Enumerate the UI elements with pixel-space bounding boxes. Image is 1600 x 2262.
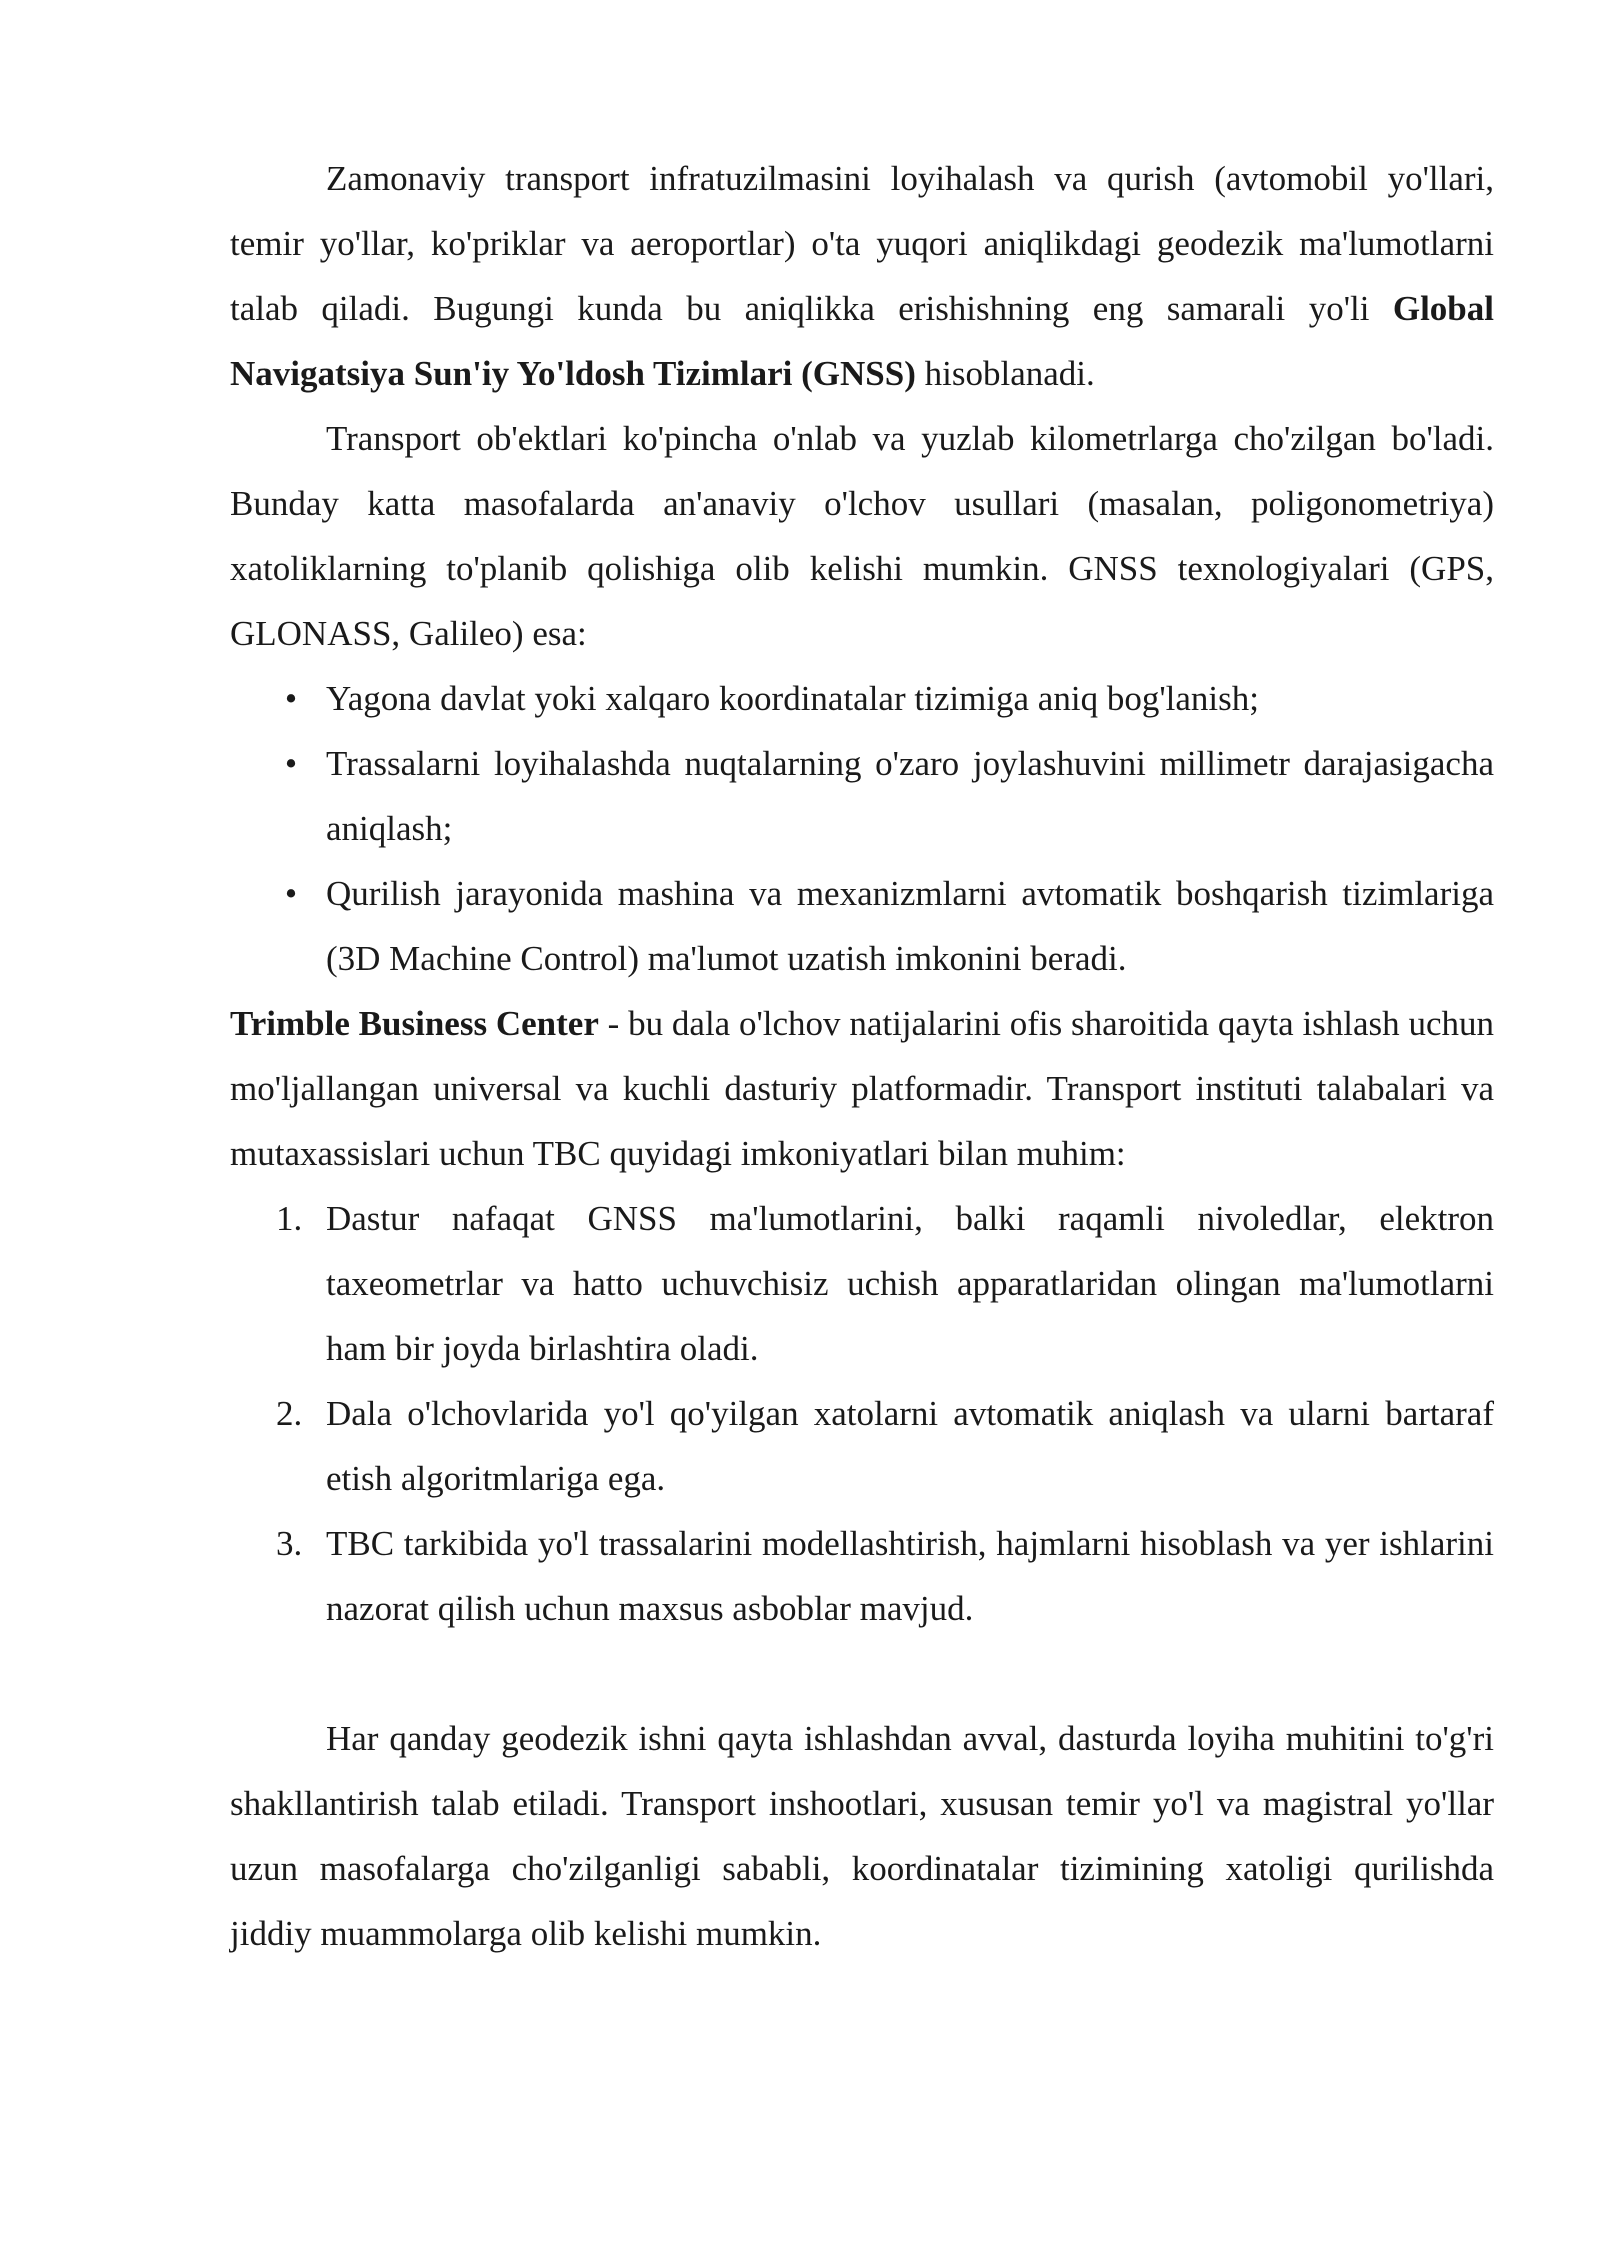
list-item-text: Dala o'lchovlarida yo'l qo'yilgan xatolarni avtomatik aniqlash va ularni bartaraf etish algoritmlariga ega. bbox=[326, 1394, 1494, 1498]
list-number: 2. bbox=[276, 1394, 303, 1433]
tbc-paragraph bbox=[230, 991, 1494, 1186]
list-item-text: Yagona davlat yoki xalqaro koordinatalar tizimiga aniq bog'lanish; bbox=[326, 679, 1259, 718]
transport-paragraph: Transport ob'ektlari ko'pincha o'nlab va yuzlab kilometrlarga cho'zilgan bo'ladi. Bunday katta masofalarda an'anaviy o'lchov usullari (masalan, poligonometriya) xatoliklarning to'planib qolishiga olib kelishi mumkin. GNSS texnologiyalari (GPS, GLONASS, Galileo) esa: bbox=[230, 419, 1494, 653]
list-number: 1. bbox=[276, 1199, 303, 1238]
list-item-text: Qurilish jarayonida mashina va mexanizmlarni avtomatik boshqarish tizimlariga (3D Machine Control) ma'lumot uzatish imkonini beradi. bbox=[326, 874, 1494, 978]
bullet-icon: • bbox=[284, 679, 298, 718]
paragraph-spacer bbox=[230, 1641, 1494, 1706]
tbc-features-list bbox=[230, 1186, 1494, 1641]
list-item-text: Dastur nafaqat GNSS ma'lumotlarini, balki raqamli nivoledlar, elektron taxeometrlar va hatto uchuvchisiz uchish apparatlaridan olingan ma'lumotlarni ham bir joyda birlashtira oladi. bbox=[326, 1199, 1494, 1368]
gnss-capabilities-list bbox=[230, 666, 1494, 991]
list-item bbox=[230, 731, 1494, 861]
bullet-icon: • bbox=[284, 874, 298, 913]
tbc-term: Trimble Business Center bbox=[230, 1004, 599, 1043]
intro-text: Zamonaviy transport infratuzilmasini loyihalash va qurish (avtomobil yo'llari, temir yo'llar, ko'priklar va aeroportlar) o'ta yuqori aniqlikdagi geodezik ma'lumotlarni talab qiladi. Bugungi kunda bu aniqlikka erishishning eng samarali yo'li bbox=[230, 159, 1494, 328]
intro-text-end: hisoblanadi. bbox=[915, 354, 1095, 393]
tbc-text: - bu dala o'lchov natijalarini ofis sharoitida qayta ishlash uchun mo'ljallangan universal va kuchli dasturiy platformadir. Transport instituti talabalari va mutaxassislari uchun TBC quyidagi imkoniyatlari bilan muhim: bbox=[230, 1004, 1494, 1173]
list-item bbox=[230, 861, 1494, 991]
list-item bbox=[230, 666, 1494, 731]
list-item bbox=[230, 1511, 1494, 1641]
list-number: 3. bbox=[276, 1524, 303, 1563]
list-item-text: Trassalarni loyihalashda nuqtalarning o'zaro joylashuvini millimetr darajasigacha aniqlash; bbox=[326, 744, 1494, 848]
intro-paragraph bbox=[230, 146, 1494, 406]
list-item bbox=[230, 1381, 1494, 1511]
list-item bbox=[230, 1186, 1494, 1381]
bullet-icon: • bbox=[284, 744, 298, 783]
project-setup-paragraph: Har qanday geodezik ishni qayta ishlashdan avval, dasturda loyiha muhitini to'g'ri shakllantirish talab etiladi. Transport inshootlari, xususan temir yo'l va magistral yo'llar uzun masofalarga cho'zilganligi sababli, koordinatalar tizimining xatoligi qurilishda jiddiy muammolarga olib kelishi mumkin. bbox=[230, 1719, 1494, 1953]
gnss-term: Global Navigatsiya Sun'iy Yo'ldosh Tizimlari (GNSS) bbox=[230, 289, 1494, 393]
document-body bbox=[230, 146, 1494, 1966]
list-item-text: TBC tarkibida yo'l trassalarini modellashtirish, hajmlarni hisoblash va yer ishlarini nazorat qilish uchun maxsus asboblar mavjud. bbox=[326, 1524, 1494, 1628]
